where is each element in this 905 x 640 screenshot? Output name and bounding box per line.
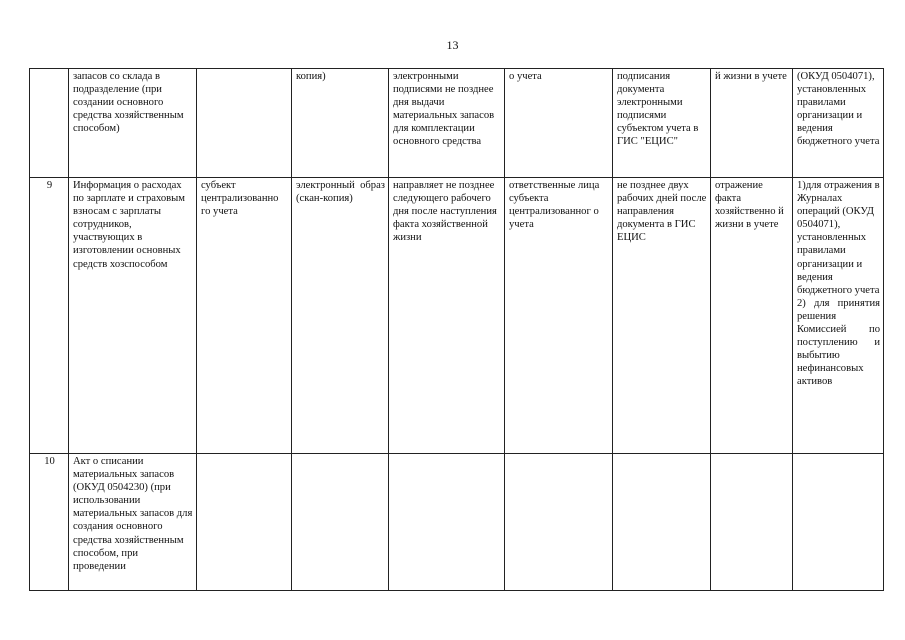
deadline-cell	[389, 454, 505, 591]
row-number	[30, 69, 69, 178]
document-name-cell: запасов со склада в подразделение (при создании основного средства хозяйственным способом)	[69, 69, 197, 178]
creator-cell	[197, 454, 292, 591]
document-name-cell: Акт о списании материальных запасов (ОКУД 0504230) (при использовании материальных запасов для создания основного средства хозяйственным способом, при проведении	[69, 454, 197, 591]
purpose-cell: й жизни в учете	[711, 69, 793, 178]
usage-item-2: 2) для принятия решения Комиссией по поступлению и выбытию нефинансовых активов	[797, 297, 880, 388]
responsible-cell	[505, 454, 613, 591]
document-name-cell: Информация о расходах по зарплате и страховым взносам с зарплаты сотрудников, участвующих в изготовлении основных средств хозспособом	[69, 178, 197, 454]
row-number: 9	[30, 178, 69, 454]
table-row	[30, 178, 884, 454]
format-cell	[292, 454, 389, 591]
signing-deadline-cell	[613, 454, 711, 591]
purpose-cell: отражение факта хозяйственно й жизни в учете	[711, 178, 793, 454]
table-row	[30, 69, 884, 178]
usage-item-1: 1)для отражения в Журналах операций (ОКУД 0504071), установленных правилами организации и ведения бюджетного учета	[797, 180, 880, 296]
table-row	[30, 454, 884, 591]
deadline-cell: электронными подписями не позднее дня выдачи материальных запасов для комплектации основного средства	[389, 69, 505, 178]
usage-cell	[793, 178, 884, 454]
usage-cell	[793, 454, 884, 591]
purpose-cell	[711, 454, 793, 591]
creator-cell: субъект централизованно го учета	[197, 178, 292, 454]
deadline-cell: направляет не позднее следующего рабочего дня после наступления факта хозяйственной жизни	[389, 178, 505, 454]
document-table	[29, 68, 884, 591]
responsible-cell: о учета	[505, 69, 613, 178]
creator-cell	[197, 69, 292, 178]
responsible-cell: ответственные лица субъекта централизованног о учета	[505, 178, 613, 454]
row-number: 10	[30, 454, 69, 591]
page-number: 13	[446, 38, 459, 52]
signing-deadline-cell: не позднее двух рабочих дней после направления документа в ГИС ЕЦИС	[613, 178, 711, 454]
format-cell: копия)	[292, 69, 389, 178]
usage-cell: (ОКУД 0504071), установленных правилами организации и ведения бюджетного учета	[793, 69, 884, 178]
format-cell: электронный образ (скан-копия)	[292, 178, 389, 454]
signing-deadline-cell: подписания документа электронными подписями субъектом учета в ГИС "ЕЦИС"	[613, 69, 711, 178]
